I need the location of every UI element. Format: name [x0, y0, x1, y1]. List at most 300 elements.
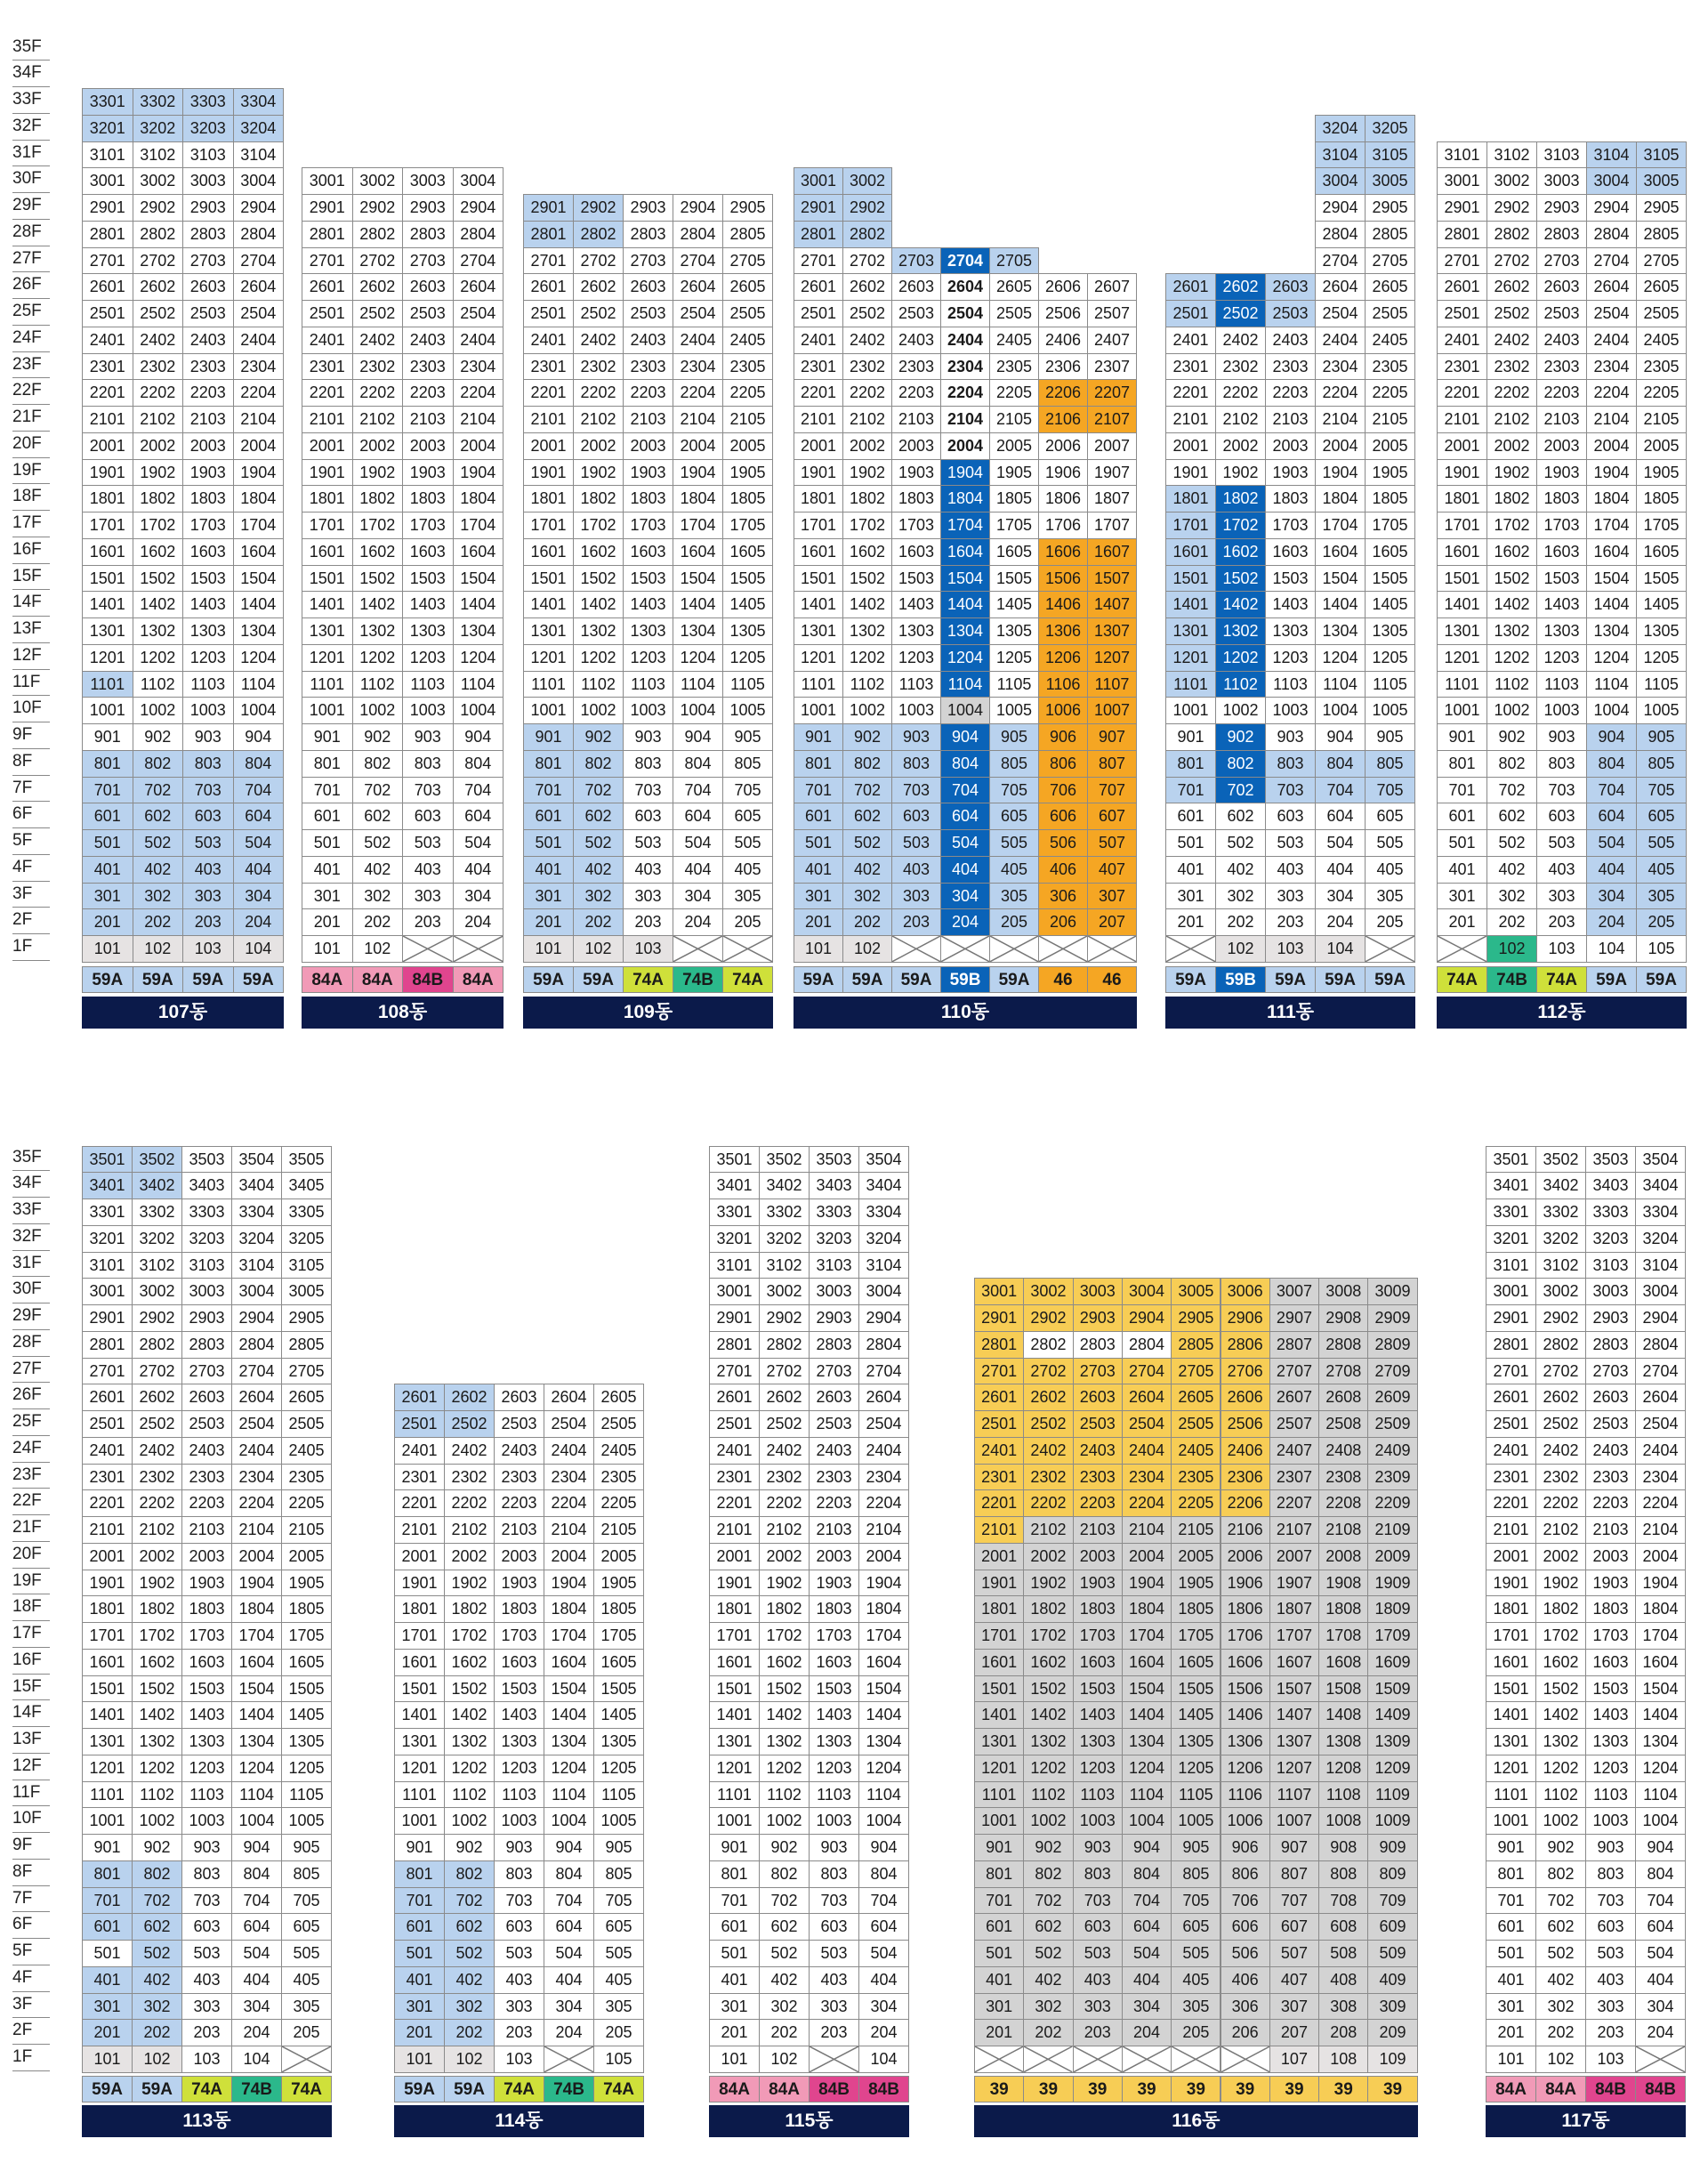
unit-cell: 1002: [1215, 697, 1266, 724]
unit-type-label: 59A: [1265, 966, 1316, 993]
unit-cell: 1301: [1165, 617, 1216, 645]
unit-cell: 1401: [1165, 591, 1216, 618]
unit-cell: 902: [444, 1834, 495, 1861]
unit-cell: 2605: [989, 273, 1039, 301]
unit-cell: 802: [133, 750, 184, 778]
unit-cell: 1101: [709, 1781, 760, 1809]
unit-cell: 901: [1486, 1834, 1536, 1861]
unit-cell: 1202: [842, 644, 892, 672]
unit-cell: 2602: [1535, 1384, 1586, 1411]
unit-cell: 2804: [1586, 221, 1637, 248]
unit-cell: 1305: [1171, 1728, 1221, 1755]
unit-cell: 1905: [1171, 1570, 1221, 1597]
unit-cell: 2605: [1365, 273, 1415, 301]
unit-type-label: 84A: [453, 966, 504, 993]
unit-cell: 102: [1486, 935, 1537, 963]
unit-cell: 1701: [523, 512, 574, 539]
floor-label: 29F: [12, 192, 50, 220]
unit-cell: 1201: [1165, 644, 1216, 672]
unit-cell: 2601: [1486, 1384, 1536, 1411]
unit-cell: 907: [1269, 1834, 1319, 1861]
unit-cell: 2008: [1318, 1543, 1368, 1570]
unit-cell: 2503: [181, 1410, 232, 1438]
unit-cell: 2204: [1122, 1489, 1172, 1517]
unit-cell: 1004: [1122, 1807, 1172, 1835]
unit-cell: 1403: [1073, 1701, 1123, 1729]
unit-cell: 1601: [1486, 1649, 1536, 1676]
unit-cell: 2302: [759, 1464, 810, 1491]
unit-cell: 1104: [1315, 671, 1366, 698]
unit-cell: 1904: [1122, 1570, 1172, 1597]
unit-cell: 2203: [623, 379, 673, 407]
unit-cell: 2505: [1171, 1410, 1221, 1438]
unit-cell: 404: [1315, 856, 1366, 884]
unit-cell: 1708: [1318, 1622, 1368, 1650]
unit-cell: 1705: [281, 1622, 332, 1650]
unit-cell: 305: [281, 1993, 332, 2021]
unit-cell: 1704: [1315, 512, 1366, 539]
unit-cell: 3205: [281, 1225, 332, 1253]
unit-cell: 105: [593, 2046, 644, 2073]
unit-cell: 1604: [673, 538, 723, 566]
unit-cell: 1305: [281, 1728, 332, 1755]
unit-cell: 303: [891, 883, 941, 910]
unit-cell: 805: [1636, 750, 1687, 778]
unit-cell: 1002: [1023, 1807, 1073, 1835]
unit-cell: 2905: [281, 1304, 332, 1332]
unit-cell: 2101: [1165, 406, 1216, 433]
unit-cell: 2002: [132, 1543, 182, 1570]
unit-cell: 2405: [1365, 327, 1415, 354]
unit-cell: 1002: [132, 1807, 182, 1835]
unit-cell: 3304: [1635, 1199, 1686, 1226]
unit-cell: 305: [1171, 1993, 1221, 2021]
unit-cell: 1003: [1073, 1807, 1123, 1835]
unit-cell: 2305: [593, 1464, 644, 1491]
unit-cell: 2302: [1023, 1464, 1073, 1491]
unit-cell: 2304: [1586, 353, 1637, 381]
unit-cell: 2903: [809, 1304, 859, 1332]
unit-cell: 2301: [82, 353, 133, 381]
unit-cell: 2304: [453, 353, 504, 381]
unit-cell: 508: [1318, 1940, 1368, 1967]
unit-cell: 201: [1486, 2019, 1536, 2046]
unit-cell: 703: [1265, 777, 1316, 804]
unit-cell: 1503: [891, 565, 941, 593]
unit-cell: 804: [231, 1860, 282, 1888]
unit-cell: 303: [182, 883, 234, 910]
unit-cell: 605: [722, 803, 773, 830]
unit-cell: 801: [794, 750, 843, 778]
unit-cell: 3002: [133, 167, 184, 195]
unit-cell: 1901: [82, 459, 133, 487]
unit-cell: 1703: [1265, 512, 1316, 539]
unit-cell: 2405: [722, 327, 773, 354]
unit-cell: 2703: [182, 247, 234, 275]
unit-cell: 2301: [1437, 353, 1487, 381]
unit-cell: 1709: [1367, 1622, 1417, 1650]
unit-cell: 1304: [1315, 617, 1366, 645]
unit-cell: 902: [1023, 1834, 1073, 1861]
unit-cell: 1602: [1535, 1649, 1586, 1676]
unit-cell: 2904: [858, 1304, 909, 1332]
unit-cell: 1902: [1486, 459, 1537, 487]
unit-cell: 1202: [573, 644, 624, 672]
unit-cell: 1301: [794, 617, 843, 645]
unit-cell: 1404: [233, 591, 285, 618]
unit-cell: 809: [1367, 1860, 1417, 1888]
unit-cell: 904: [940, 723, 990, 751]
unit-cell: 2603: [181, 1384, 232, 1411]
unit-cell: 2203: [1265, 379, 1316, 407]
unit-cell: 1304: [1635, 1728, 1686, 1755]
unit-cell: 704: [544, 1887, 594, 1915]
unit-type-label: 39: [1318, 2076, 1368, 2102]
unit-cell: 1405: [593, 1701, 644, 1729]
unit-cell: 1005: [1636, 697, 1687, 724]
unit-cell: 901: [394, 1834, 445, 1861]
unit-cell: 1502: [1215, 565, 1266, 593]
unit-cell: 206: [1038, 908, 1088, 936]
unit-cell: 2903: [1585, 1304, 1636, 1332]
unit-cell: 1901: [523, 459, 574, 487]
unit-cell: 1109: [1367, 1781, 1417, 1809]
unit-cell: 3405: [281, 1172, 332, 1199]
unit-cell: 2804: [1635, 1331, 1686, 1359]
unit-cell: 501: [1437, 829, 1487, 857]
unit-cell: 2201: [1165, 379, 1216, 407]
unit-cell: 705: [1365, 777, 1415, 804]
unit-cell: 504: [544, 1940, 594, 1967]
unit-cell: 1001: [974, 1807, 1024, 1835]
unit-cell: 2304: [940, 353, 990, 381]
unit-cell: 2201: [523, 379, 574, 407]
unit-cell: 2201: [709, 1489, 760, 1517]
unit-cell: 202: [132, 2019, 182, 2046]
unit-cell: 303: [809, 1993, 859, 2021]
unit-cell: 2904: [231, 1304, 282, 1332]
unit-cell: 2503: [494, 1410, 544, 1438]
unit-cell: 1404: [1122, 1701, 1172, 1729]
unit-cell: 1404: [940, 591, 990, 618]
unit-cell: 3007: [1269, 1278, 1319, 1305]
unit-cell: 1005: [1171, 1807, 1221, 1835]
unit-cell: 2403: [402, 327, 454, 354]
unit-cell: 1001: [394, 1807, 445, 1835]
unit-cell: 2001: [794, 432, 843, 460]
unit-cell: 2503: [402, 300, 454, 327]
unit-cell: 1702: [352, 512, 404, 539]
unit-cell: [1038, 935, 1088, 963]
floor-label: 8F: [12, 748, 50, 776]
floor-label: 12F: [12, 642, 50, 670]
unit-cell: 2303: [1585, 1464, 1636, 1491]
unit-cell: 2304: [1315, 353, 1366, 381]
unit-cell: 203: [1536, 908, 1587, 936]
unit-cell: 1803: [623, 485, 673, 513]
unit-cell: 2102: [1535, 1516, 1586, 1544]
unit-cell: 2702: [133, 247, 184, 275]
unit-cell: 702: [1023, 1887, 1073, 1915]
unit-cell: 2104: [1635, 1516, 1686, 1544]
unit-cell: 401: [302, 856, 353, 884]
unit-cell: 2304: [231, 1464, 282, 1491]
unit-cell: 1003: [623, 697, 673, 724]
floor-label: 2F: [12, 2017, 50, 2045]
unit-cell: [1122, 2046, 1172, 2073]
unit-cell: 2701: [709, 1358, 760, 1385]
unit-cell: 2606: [1221, 1384, 1270, 1411]
floor-label: 29F: [12, 1303, 50, 1330]
unit-cell: 1404: [858, 1701, 909, 1729]
unit-cell: 2503: [1536, 300, 1587, 327]
unit-cell: 1601: [523, 538, 574, 566]
unit-cell: 2202: [842, 379, 892, 407]
unit-cell: 1603: [891, 538, 941, 566]
unit-cell: 2406: [1221, 1437, 1270, 1465]
unit-cell: 1203: [402, 644, 454, 672]
unit-cell: 1402: [842, 591, 892, 618]
unit-cell: 3203: [181, 1225, 232, 1253]
unit-cell: 2703: [1536, 247, 1587, 275]
unit-cell: 804: [1122, 1860, 1172, 1888]
unit-cell: 204: [1122, 2019, 1172, 2046]
unit-cell: 302: [352, 883, 404, 910]
unit-cell: 1302: [1486, 617, 1537, 645]
unit-cell: 2302: [1215, 353, 1266, 381]
unit-cell: 1204: [1315, 644, 1366, 672]
unit-cell: 103: [623, 935, 673, 963]
unit-cell: 1903: [1265, 459, 1316, 487]
unit-cell: 703: [623, 777, 673, 804]
unit-cell: 2904: [1635, 1304, 1686, 1332]
unit-cell: 2404: [1315, 327, 1366, 354]
unit-cell: 1204: [1586, 644, 1637, 672]
unit-cell: 403: [494, 1966, 544, 1994]
unit-cell: 2405: [1636, 327, 1687, 354]
unit-cell: 1304: [940, 617, 990, 645]
floor-label: 31F: [12, 1250, 50, 1278]
unit-cell: 303: [1073, 1993, 1123, 2021]
unit-cell: 3201: [82, 115, 133, 142]
unit-cell: 204: [1315, 908, 1366, 936]
unit-cell: 505: [593, 1940, 644, 1967]
unit-cell: 702: [759, 1887, 810, 1915]
unit-cell: 1701: [1165, 512, 1216, 539]
unit-cell: 2106: [1221, 1516, 1270, 1544]
unit-cell: 1406: [1038, 591, 1088, 618]
unit-cell: 903: [1265, 723, 1316, 751]
unit-cell: 2305: [722, 353, 773, 381]
unit-cell: 3203: [182, 115, 234, 142]
unit-cell: 1504: [1315, 565, 1366, 593]
unit-cell: 604: [233, 803, 285, 830]
unit-cell: 402: [1023, 1966, 1073, 1994]
unit-cell: 1904: [1635, 1570, 1686, 1597]
unit-cell: 1009: [1367, 1807, 1417, 1835]
floor-label: 20F: [12, 431, 50, 458]
unit-cell: 1903: [1585, 1570, 1636, 1597]
unit-cell: 2901: [82, 194, 133, 222]
unit-cell: 1602: [133, 538, 184, 566]
unit-cell: 1004: [453, 697, 504, 724]
unit-cell: 2505: [1365, 300, 1415, 327]
unit-cell: 3003: [402, 167, 454, 195]
unit-cell: 2204: [233, 379, 285, 407]
unit-cell: 1804: [1586, 485, 1637, 513]
unit-cell: 2603: [891, 273, 941, 301]
unit-cell: 1305: [1365, 617, 1415, 645]
unit-cell: 1202: [133, 644, 184, 672]
unit-cell: 1705: [722, 512, 773, 539]
unit-cell: 1007: [1269, 1807, 1319, 1835]
unit-cell: 2701: [1437, 247, 1487, 275]
unit-cell: 407: [1087, 856, 1137, 884]
unit-cell: 1003: [809, 1807, 859, 1835]
unit-cell: 404: [1122, 1966, 1172, 1994]
unit-cell: 2601: [394, 1384, 445, 1411]
unit-cell: 404: [673, 856, 723, 884]
unit-cell: 2404: [858, 1437, 909, 1465]
unit-cell: 205: [1365, 908, 1415, 936]
unit-cell: 3102: [759, 1252, 810, 1279]
unit-cell: 1102: [1215, 671, 1266, 698]
unit-cell: 1202: [1023, 1755, 1073, 1782]
unit-cell: 3103: [1585, 1252, 1636, 1279]
unit-cell: 1802: [132, 1595, 182, 1623]
unit-cell: 1401: [82, 591, 133, 618]
unit-cell: 1003: [494, 1807, 544, 1835]
unit-cell: 204: [453, 908, 504, 936]
unit-cell: 3004: [231, 1278, 282, 1305]
unit-cell: 1502: [133, 565, 184, 593]
floor-label: 8F: [12, 1859, 50, 1886]
unit-cell: 1504: [1586, 565, 1637, 593]
unit-cell: 3104: [858, 1252, 909, 1279]
unit-cell: 904: [453, 723, 504, 751]
unit-cell: 1208: [1318, 1755, 1368, 1782]
unit-cell: 204: [1586, 908, 1637, 936]
unit-cell: 2301: [709, 1464, 760, 1491]
unit-cell: 603: [402, 803, 454, 830]
floor-label: 25F: [12, 1408, 50, 1436]
unit-cell: 1005: [1365, 697, 1415, 724]
unit-cell: 205: [722, 908, 773, 936]
unit-cell: 1904: [231, 1570, 282, 1597]
unit-cell: 404: [858, 1966, 909, 1994]
unit-cell: 401: [394, 1966, 445, 1994]
unit-cell: 1004: [1635, 1807, 1686, 1835]
unit-cell: 1302: [842, 617, 892, 645]
unit-cell: 3005: [281, 1278, 332, 1305]
floor-label: 22F: [12, 1488, 50, 1515]
unit-cell: 2401: [394, 1437, 445, 1465]
unit-cell: 1402: [1215, 591, 1266, 618]
unit-cell: 1801: [82, 485, 133, 513]
unit-type-label: 74A: [623, 966, 673, 993]
unit-cell: 1603: [1073, 1649, 1123, 1676]
unit-cell: 2801: [82, 221, 133, 248]
unit-cell: 403: [182, 856, 234, 884]
unit-cell: 403: [1073, 1966, 1123, 1994]
unit-cell: 3302: [759, 1199, 810, 1226]
unit-cell: 2103: [494, 1516, 544, 1544]
unit-cell: 1702: [132, 1622, 182, 1650]
unit-cell: 602: [132, 1913, 182, 1941]
floor-label: 19F: [12, 457, 50, 485]
unit-cell: 1102: [1535, 1781, 1586, 1809]
unit-cell: 1606: [1038, 538, 1088, 566]
unit-cell: 602: [1486, 803, 1537, 830]
unit-cell: 2608: [1318, 1384, 1368, 1411]
unit-cell: 3303: [1585, 1199, 1636, 1226]
unit-cell: 2209: [1367, 1489, 1417, 1517]
unit-cell: 101: [302, 935, 353, 963]
unit-cell: 701: [302, 777, 353, 804]
unit-cell: 704: [453, 777, 504, 804]
unit-cell: 1905: [989, 459, 1039, 487]
unit-cell: 1403: [891, 591, 941, 618]
floor-label: 33F: [12, 1197, 50, 1224]
unit-cell: 2204: [231, 1489, 282, 1517]
unit-cell: 2805: [1171, 1331, 1221, 1359]
unit-cell: 1407: [1087, 591, 1137, 618]
unit-cell: 104: [858, 2046, 909, 2073]
unit-cell: 2001: [1165, 432, 1216, 460]
unit-cell: 501: [302, 829, 353, 857]
unit-cell: 1701: [974, 1622, 1024, 1650]
unit-cell: 2101: [1437, 406, 1487, 433]
unit-cell: 2802: [352, 221, 404, 248]
unit-cell: 3101: [82, 141, 133, 169]
unit-cell: 2202: [1023, 1489, 1073, 1517]
unit-cell: 2204: [673, 379, 723, 407]
unit-cell: 1801: [82, 1595, 133, 1623]
unit-cell: 503: [623, 829, 673, 857]
unit-cell: 2002: [1535, 1543, 1586, 1570]
unit-type-label: 84B: [1635, 2076, 1686, 2102]
unit-cell: 1802: [352, 485, 404, 513]
unit-cell: 2104: [453, 406, 504, 433]
unit-cell: 1301: [974, 1728, 1024, 1755]
unit-cell: 103: [1585, 2046, 1636, 2073]
unit-cell: 2005: [989, 432, 1039, 460]
unit-cell: 1104: [858, 1781, 909, 1809]
unit-cell: 2002: [759, 1543, 810, 1570]
unit-cell: 1101: [1486, 1781, 1536, 1809]
unit-cell: 507: [1087, 829, 1137, 857]
unit-cell: 903: [494, 1834, 544, 1861]
unit-cell: 2604: [858, 1384, 909, 1411]
unit-cell: 1404: [673, 591, 723, 618]
unit-cell: 3301: [709, 1199, 760, 1226]
unit-cell: 305: [1636, 883, 1687, 910]
unit-cell: 3001: [1437, 167, 1487, 195]
unit-cell: 102: [352, 935, 404, 963]
unit-cell: 903: [181, 1834, 232, 1861]
unit-cell: 1407: [1269, 1701, 1319, 1729]
unit-cell: 204: [673, 908, 723, 936]
unit-cell: 2303: [402, 353, 454, 381]
unit-cell: 1604: [233, 538, 285, 566]
unit-cell: 705: [722, 777, 773, 804]
unit-cell: 2902: [133, 194, 184, 222]
unit-cell: 3001: [709, 1278, 760, 1305]
floor-label: 7F: [12, 1885, 50, 1913]
unit-type-label: 84B: [1585, 2076, 1636, 2102]
floor-label: 34F: [12, 1170, 50, 1198]
floor-label: 3F: [12, 1991, 50, 2019]
